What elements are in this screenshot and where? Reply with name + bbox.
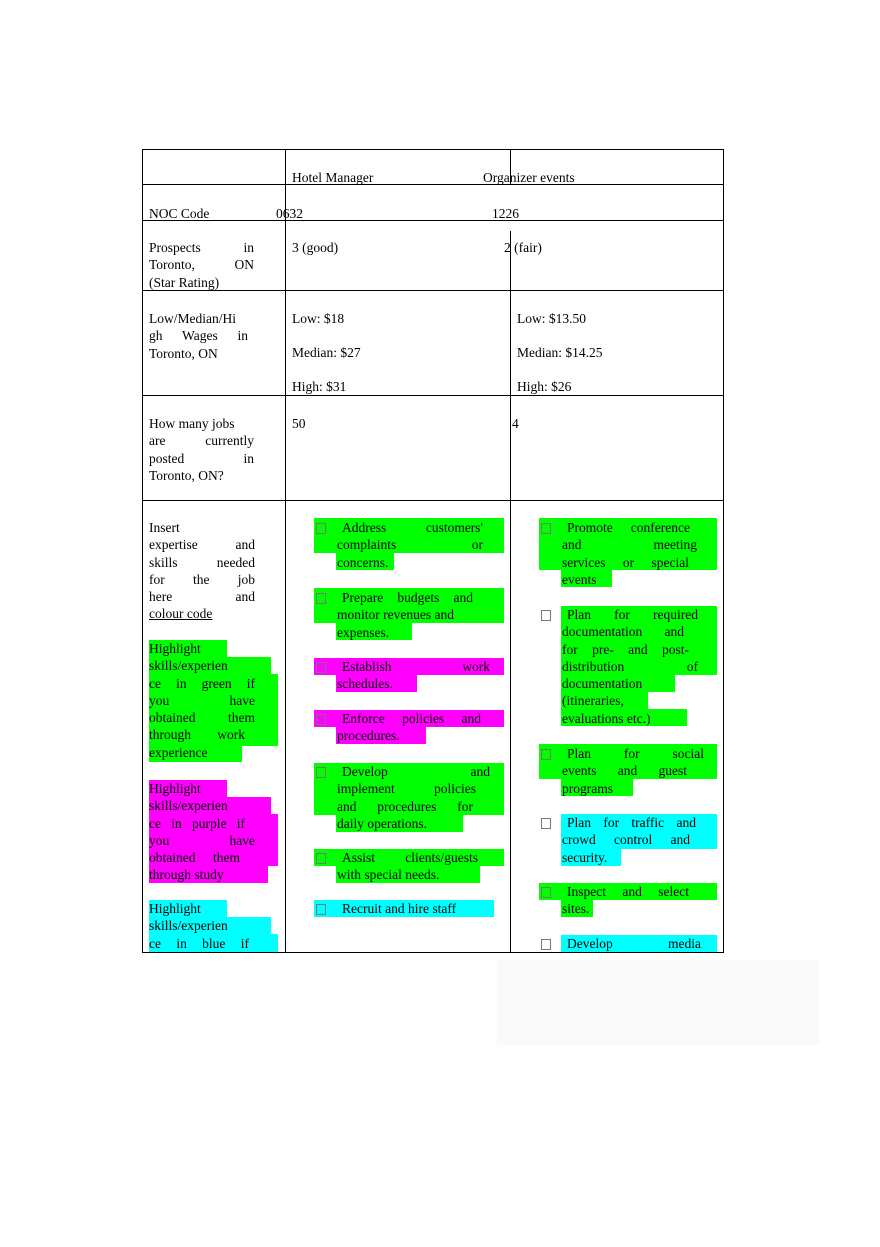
wage-median-hotel-manager: Median: $27 (292, 345, 361, 360)
row-divider (142, 184, 724, 185)
row-divider (142, 220, 724, 221)
scan-shadow (497, 960, 819, 1045)
skill-item: Address customers' complaints or concerns. (337, 520, 483, 570)
prospects-hotel-manager: 3 (good) (292, 240, 339, 255)
wage-median-organizer-events: Median: $14.25 (517, 345, 603, 360)
checkbox-icon (316, 767, 326, 778)
skill-item: Develop media (567, 936, 701, 951)
document-page: Hotel Manager Organizer events NOC Code 0632 1226 Prospects in Toronto, ON (Star Rating) 3 (good) 2 (fair) Low/Median/Hi gh Wages in Toronto, ON Low: $18 Median: $27 High: $31 Low: $13.50 Median: $14.25 High: $26 How many jobs are currently posted in Toronto, ON? 50 4 Insert expertise and skills needed for the job here and colour code Highlight skills/experien ce in green if you have obtained them through work experience Highlight skills/experien ce in purple if you have obtained them through study Highlight skills/experien ce in blue if Address customers' complaints or concerns. Prepare budgets and monitor revenues and expenses. Establish work schedules. Enforce policies and procedures. Develop and implement policies and procedures for daily operations. Assist clients/guests with special needs. Recruit and hire staff Promote conference and meeting services or special events Plan for required documentation and for pre- and post- distribution of documentation (itineraries, evaluations etc.) Plan for social events and guest programs Plan for traffic and crowd control and security. Inspect and select sites. Develop media (0, 0, 880, 1247)
wages-label: Low/Median/Hi gh Wages in Toronto, ON (149, 311, 248, 361)
prospects-organizer-events: 2 (fair) (504, 240, 542, 255)
skill-item: Inspect and select sites. (562, 884, 689, 917)
skill-item: Plan for traffic and crowd control and security. (562, 815, 696, 865)
row-divider (142, 395, 724, 396)
checkbox-icon (316, 853, 326, 864)
skill-item: Assist clients/guests with special needs. (337, 850, 478, 883)
jobs-label: How many jobs are currently posted in Toronto, ON? (149, 416, 254, 483)
checkbox-icon (541, 749, 551, 760)
checkbox-icon (316, 593, 326, 604)
skill-item: Recruit and hire staff (342, 901, 457, 916)
col-divider (510, 231, 511, 953)
skill-item: Establish work schedules. (337, 659, 490, 692)
checkbox-icon (541, 939, 551, 950)
header-hotel-manager: Hotel Manager (292, 170, 374, 185)
skill-item: Enforce policies and procedures. (337, 711, 481, 744)
jobs-hotel-manager: 50 (292, 416, 306, 431)
noc-label: NOC Code (149, 206, 210, 221)
noc-organizer-events: 1226 (492, 206, 519, 221)
skill-item: Prepare budgets and monitor revenues and expenses. (337, 590, 473, 640)
checkbox-icon (316, 662, 326, 673)
header-organizer-events: Organizer events (483, 170, 575, 185)
col-divider (285, 149, 286, 953)
prospects-label: Prospects in Toronto, ON (Star Rating) (149, 240, 254, 290)
jobs-organizer-events: 4 (512, 416, 519, 431)
row-divider (142, 500, 724, 501)
wage-high-hotel-manager: High: $31 (292, 379, 347, 394)
noc-hotel-manager: 0632 (276, 206, 303, 221)
checkbox-icon (541, 610, 551, 621)
skill-item: Plan for social events and guest programs (562, 746, 704, 796)
checkbox-icon (541, 887, 551, 898)
wage-high-organizer-events: High: $26 (517, 379, 572, 394)
skills-instructions: Insert expertise and skills needed for the job here and colour code (149, 520, 255, 622)
skill-item: Plan for required documentation and for pre- and post- distribution of documentation (itineraries, evaluations etc.) (562, 607, 698, 726)
wage-low-organizer-events: Low: $13.50 (517, 311, 586, 326)
checkbox-icon (316, 714, 326, 725)
skill-item: Promote conference and meeting services or special events (562, 520, 697, 587)
checkbox-icon (541, 523, 551, 534)
checkbox-icon (316, 904, 326, 915)
skill-item: Develop and implement policies and procedures for daily operations. (337, 764, 490, 831)
wage-low-hotel-manager: Low: $18 (292, 311, 345, 326)
checkbox-icon (316, 523, 326, 534)
checkbox-icon (541, 818, 551, 829)
